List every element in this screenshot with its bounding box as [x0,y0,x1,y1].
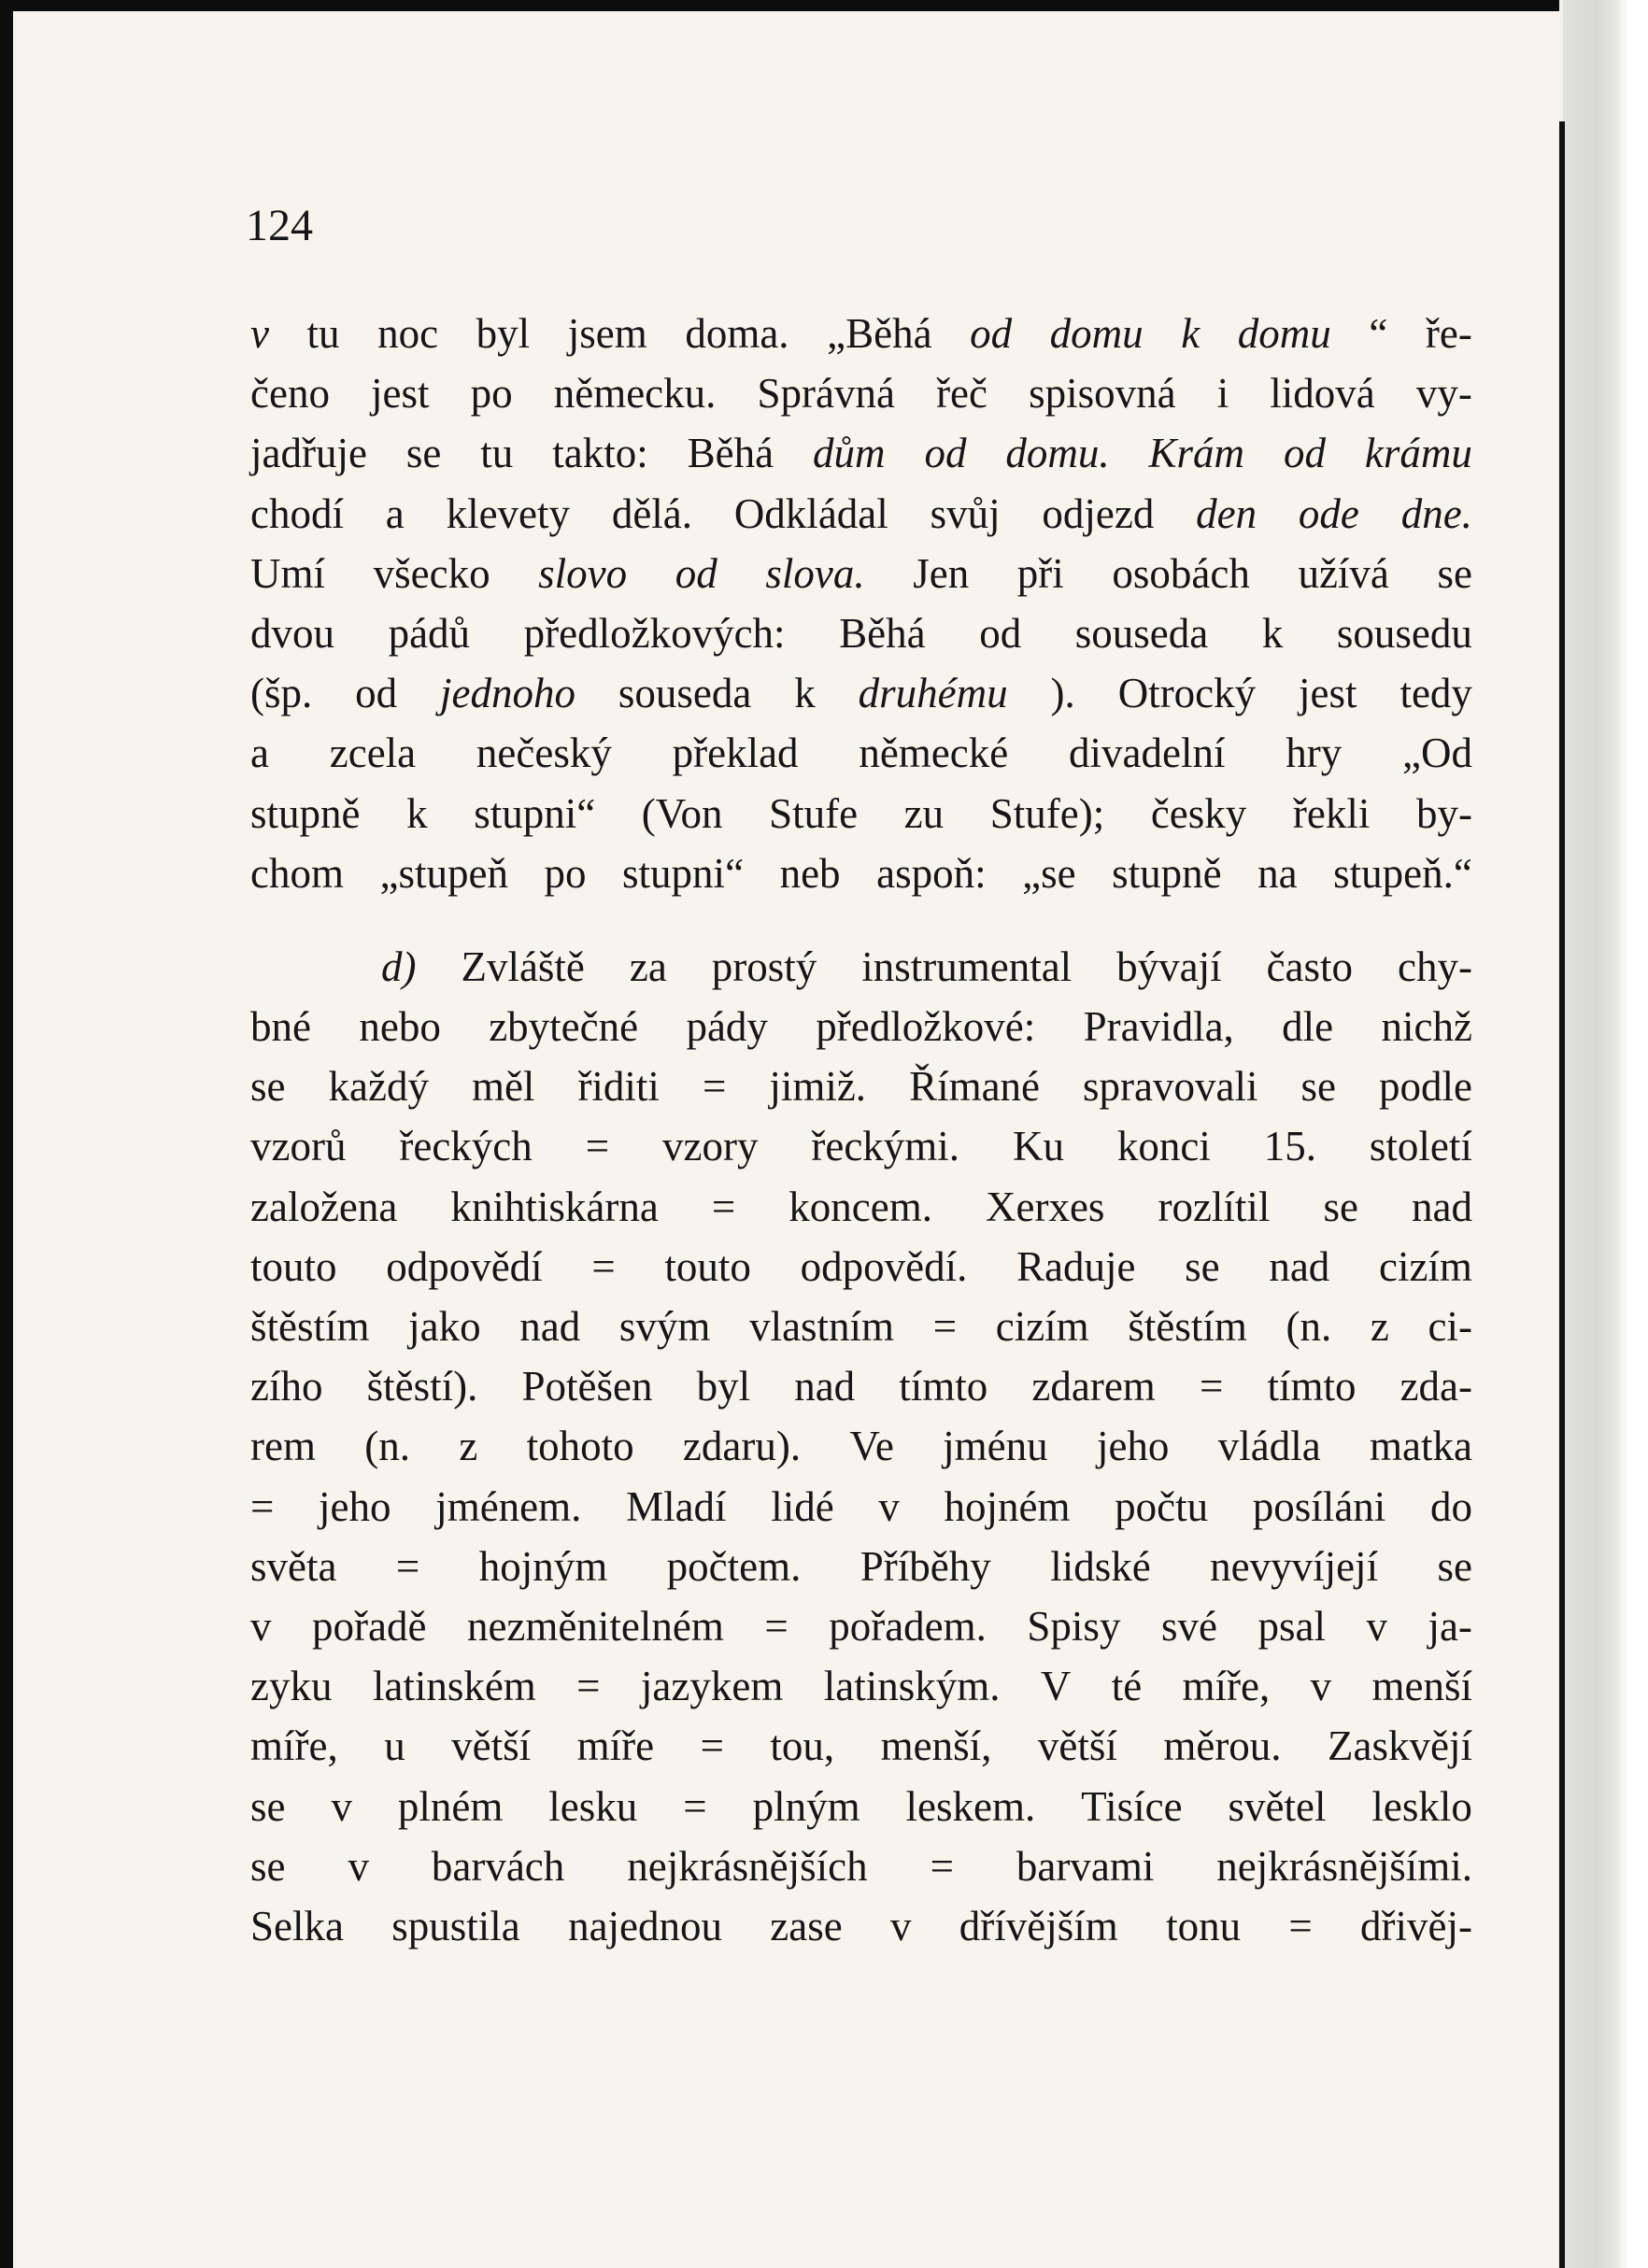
word: rem [250,1423,316,1470]
word: tu [306,310,340,357]
word: chom [250,849,344,897]
word: užívá [1298,549,1389,597]
word: leskem. [905,1782,1036,1830]
word: jeho [1096,1423,1170,1470]
word: matka [1369,1423,1472,1470]
word: = [250,1482,275,1530]
word: cizím [1378,1242,1472,1290]
word: století [1369,1123,1472,1170]
word: štěstím [1128,1303,1247,1350]
word: Potěšen [521,1363,653,1410]
word: od [355,670,398,717]
word: v [1310,1663,1332,1710]
paragraph [250,937,1472,1956]
word: nevyvíjejí [1210,1542,1379,1590]
word: se [250,1063,286,1111]
word: často [1266,943,1354,990]
word: u [384,1722,405,1770]
word: dřívějším [959,1902,1118,1949]
word: pády [686,1003,768,1051]
word: lidé [771,1482,834,1530]
word: nichž [1381,1003,1472,1051]
word: od [979,609,1022,657]
word: knihtiskárna [450,1183,659,1230]
word: Mladí [626,1482,727,1530]
word: v [250,1602,272,1650]
text-line [250,1237,1472,1297]
word: po [544,849,587,897]
word: vzorů [250,1123,347,1170]
word: a [385,489,405,537]
word: zdarem [1031,1363,1156,1410]
word: k [406,789,428,837]
word: nad [519,1303,581,1350]
word: aspoň: [876,849,987,897]
word: Zvláště [461,943,585,990]
word: tímto [1267,1363,1357,1410]
text-line [250,304,1472,363]
word: Pravidla, [1083,1003,1234,1051]
word: štěstím [250,1303,370,1350]
word: hojném [944,1482,1071,1530]
word: zího [250,1363,323,1410]
word: česky [1150,789,1247,837]
word: Otrocký [1117,670,1257,717]
word: Jen [913,549,970,597]
word: se [250,1842,286,1890]
word: = [764,1602,788,1650]
word: předložkové: [816,1003,1036,1051]
word: „Od [1402,730,1472,777]
word: Selka [250,1902,344,1949]
word: plným [752,1782,860,1830]
word: Stufe); [989,789,1105,837]
word: ře- [1425,310,1472,357]
word: stupeň.“ [1333,849,1472,897]
word: řekli [1292,789,1371,837]
word: stupně [1112,849,1222,897]
word: dřivěj- [1360,1902,1472,1949]
word: Správná [757,370,895,418]
word: řeckých [399,1123,533,1170]
word: lidová [1270,370,1375,418]
word: souseda [618,670,752,717]
word: se [1185,1242,1220,1290]
text-line [250,1416,1472,1476]
word: slova. [765,549,865,597]
word: Raduje [1016,1242,1136,1290]
word: ci- [1428,1303,1472,1350]
word: by- [1415,789,1472,837]
word: jako [408,1303,481,1350]
word: v [331,1782,352,1830]
word: své [1160,1602,1217,1650]
word: „Běhá [827,310,932,357]
word: se [1437,549,1472,597]
text-line [250,723,1472,783]
word: bývají [1116,943,1222,990]
word: jest [371,370,430,418]
word: Římané [909,1063,1041,1111]
word: “ [1369,310,1388,357]
word: svůj [930,489,1001,537]
word: se [250,1782,286,1830]
word: míře, [250,1722,338,1770]
text-line [250,1656,1472,1716]
word: chodí [250,489,344,537]
word: při [1016,549,1064,597]
word: Spisy [1027,1602,1121,1650]
word: nečeský [476,730,612,777]
text-line [250,997,1472,1056]
word: i [1216,370,1229,418]
word: sousedu [1336,609,1472,657]
word: každý [328,1063,429,1111]
page-gutter [1559,0,1648,2268]
word: stupni“ [622,849,745,897]
word: domu. [1005,430,1110,477]
word: = [711,1183,736,1230]
word: Běhá [839,609,926,657]
word: ja- [1428,1602,1472,1650]
text-line [250,484,1472,544]
word: měrou. [1163,1722,1282,1770]
word: = [700,1722,724,1770]
word: den [1196,489,1257,537]
word: spustila [391,1902,520,1949]
text-line [250,363,1472,423]
word: latinském [372,1663,536,1710]
word: druhému [858,670,1008,717]
word: od [675,549,717,597]
word: chy- [1398,943,1472,990]
word: pořadě [312,1602,427,1650]
word: dvou [250,609,334,657]
word: takto: [552,430,648,477]
word: Běhá [687,430,774,477]
text-line [250,1477,1472,1537]
word: pořadem. [829,1602,987,1650]
word: = [702,1063,727,1111]
word: 15. [1263,1123,1316,1170]
word: od [1283,430,1326,477]
word: jeho [319,1482,391,1530]
word: = [585,1123,610,1170]
word: větší [451,1722,532,1770]
word: jednoho [440,670,576,717]
text-line [250,1777,1472,1836]
word: (Von [641,789,723,837]
word: nad [1411,1183,1472,1230]
word: vlastním [749,1303,895,1350]
word: nejkrásnějšími. [1216,1842,1472,1890]
word: = [932,1303,958,1350]
word: německé [859,730,1009,777]
word: v [878,1482,900,1530]
word: stupně [250,789,361,837]
word: lidské [1050,1542,1151,1590]
word: = [930,1842,954,1890]
word: světel [1228,1782,1327,1830]
word: na [1257,849,1298,897]
text-line [250,603,1472,663]
word: Umí [250,549,326,597]
word: jsem [567,310,647,357]
word: se [1323,1183,1358,1230]
word: hojným [478,1542,608,1590]
word: byl [476,310,531,357]
word: dne. [1400,489,1472,537]
word: světa [250,1542,337,1590]
word: od [924,430,967,477]
word: odpovědí [386,1242,543,1290]
word: nad [794,1363,856,1410]
word: = [576,1663,601,1710]
word: = [395,1542,420,1590]
text-line [250,1537,1472,1596]
word: = [683,1782,707,1830]
word: nejkrásnějších [627,1842,868,1890]
page-number: 124 [246,201,313,250]
word: doma. [685,310,789,357]
word: k [1181,310,1200,357]
word: spravovali [1083,1063,1258,1111]
word: a [250,730,269,777]
word: v [250,310,269,357]
word: psal [1257,1602,1326,1650]
text-line [250,1596,1472,1656]
word: tonu [1166,1902,1242,1949]
text-line [250,544,1472,603]
word: vládla [1217,1423,1321,1470]
word: zda- [1399,1363,1472,1410]
word: rozlítil [1158,1183,1271,1230]
word: vzory [661,1123,759,1170]
word: „se [1022,849,1076,897]
word: odjezd [1042,489,1155,537]
word: Stufe [769,789,859,837]
word: míře, [1182,1663,1271,1710]
text-line [250,1356,1472,1416]
word: z [1370,1303,1389,1350]
word: za [629,943,667,990]
word: tu [480,430,514,477]
word: po [470,370,513,418]
word: Zaskvějí [1328,1722,1472,1770]
word: do [1429,1482,1472,1530]
word: lesku [548,1782,638,1830]
word: tedy [1399,670,1472,717]
word: lesklo [1371,1782,1472,1830]
word: barvách [431,1842,565,1890]
word: ). [1050,670,1075,717]
word: slovo [538,549,628,597]
text-line [250,1297,1472,1356]
word: menší, [880,1722,992,1770]
word: se [1437,1542,1472,1590]
body-text [250,304,1472,1956]
word: prostý [711,943,817,990]
word: předložkových: [523,609,786,657]
word: podle [1378,1063,1472,1111]
word: zcela [329,730,417,777]
word: větší [1037,1722,1117,1770]
word: = [1199,1363,1224,1410]
word: nad [1269,1242,1330,1290]
word: jadřuje [250,430,367,477]
word: menší [1371,1663,1472,1710]
word: instrumental [861,943,1073,990]
word: d) [381,943,417,990]
word: (šp. [250,670,313,717]
word: od [970,310,1013,357]
word: byl [696,1363,751,1410]
paragraph-gap [250,903,1472,937]
word: Ve [849,1423,894,1470]
text-line [250,1716,1472,1776]
word: zase [770,1902,843,1949]
text-line [250,1177,1472,1237]
word: tohoto [526,1423,634,1470]
word: jest [1299,670,1357,717]
word: = [1288,1902,1313,1949]
word: domu [1237,310,1331,357]
word: klevety [446,489,571,537]
word: souseda [1074,609,1209,657]
word: vy- [1415,370,1472,418]
word: konci [1116,1123,1211,1170]
word: krámu [1364,430,1472,477]
word: pádů [388,609,471,657]
word: plném [397,1782,504,1830]
word: Xerxes [985,1183,1105,1230]
word: v [1366,1602,1387,1650]
text-line [250,663,1472,723]
gutter-shadow-line [1559,121,1565,2268]
text-line [250,784,1472,843]
word: řeč [936,370,987,418]
word: „stupeň [379,849,508,897]
word: štěstí). [366,1363,478,1410]
word: počtem. [666,1542,802,1590]
word: v [890,1902,912,1949]
word: zdaru). [682,1423,802,1470]
word: ode [1298,489,1359,537]
word: Tisíce [1081,1782,1183,1830]
word: z [459,1423,478,1470]
word: dělá. [611,489,693,537]
word: latinským. [823,1663,1001,1710]
word: k [1261,609,1284,657]
word: k [794,670,816,717]
word: míře [576,1722,655,1770]
word: = [591,1242,616,1290]
word: odpovědí. [800,1242,968,1290]
word: Odkládal [733,489,888,537]
word: najednou [568,1902,723,1949]
word: (n. [364,1423,411,1470]
word: (n. [1286,1303,1332,1350]
word: Krám [1148,430,1245,477]
word: nezměnitelném [466,1602,724,1650]
word: bné [250,1003,311,1051]
word: všecko [373,549,490,597]
text-line [250,423,1472,483]
word: se [1300,1063,1336,1111]
word: koncem. [788,1183,932,1230]
word: zbytečné [489,1003,639,1051]
word: stupni“ [474,789,596,837]
word: touto [664,1242,751,1290]
word: barvami [1016,1842,1155,1890]
word: Ku [1012,1123,1064,1170]
word: jimiž. [769,1063,867,1111]
word: jménu [943,1423,1048,1470]
word: dle [1282,1003,1334,1051]
text-line [250,1056,1472,1116]
word: dům [813,430,886,477]
word: řiditi [577,1063,660,1111]
word: měl [471,1063,535,1111]
word: překlad [672,730,799,777]
paragraph [250,304,1472,903]
word: jazykem [640,1663,784,1710]
word: Příběhy [860,1542,991,1590]
word: domu [1049,310,1144,357]
word: hry [1286,730,1343,777]
word: nebo [359,1003,441,1051]
word: divadelní [1069,730,1226,777]
word: čeno [250,370,330,418]
word: zu [903,789,945,837]
text-line [250,1836,1472,1896]
word: V [1040,1663,1072,1710]
word: tímto [899,1363,988,1410]
word: založena [250,1183,398,1230]
word: osobách [1112,549,1250,597]
text-line [250,843,1472,903]
word: německu. [553,370,717,418]
word: řeckými. [811,1123,960,1170]
word: v [348,1842,369,1890]
word: noc [377,310,439,357]
word: posíláni [1252,1482,1386,1530]
word: počtu [1115,1482,1209,1530]
word: spisovná [1029,370,1176,418]
word: se [405,430,442,477]
word: svým [618,1303,711,1350]
word: zyku [250,1663,333,1710]
word: touto [250,1242,337,1290]
text-line [250,1896,1472,1956]
word: té [1111,1663,1143,1710]
text-line [250,937,1472,997]
word: tou, [770,1722,835,1770]
text-line [250,1116,1472,1176]
word: jménem. [435,1482,582,1530]
word: cizím [995,1303,1089,1350]
word: neb [779,849,841,897]
